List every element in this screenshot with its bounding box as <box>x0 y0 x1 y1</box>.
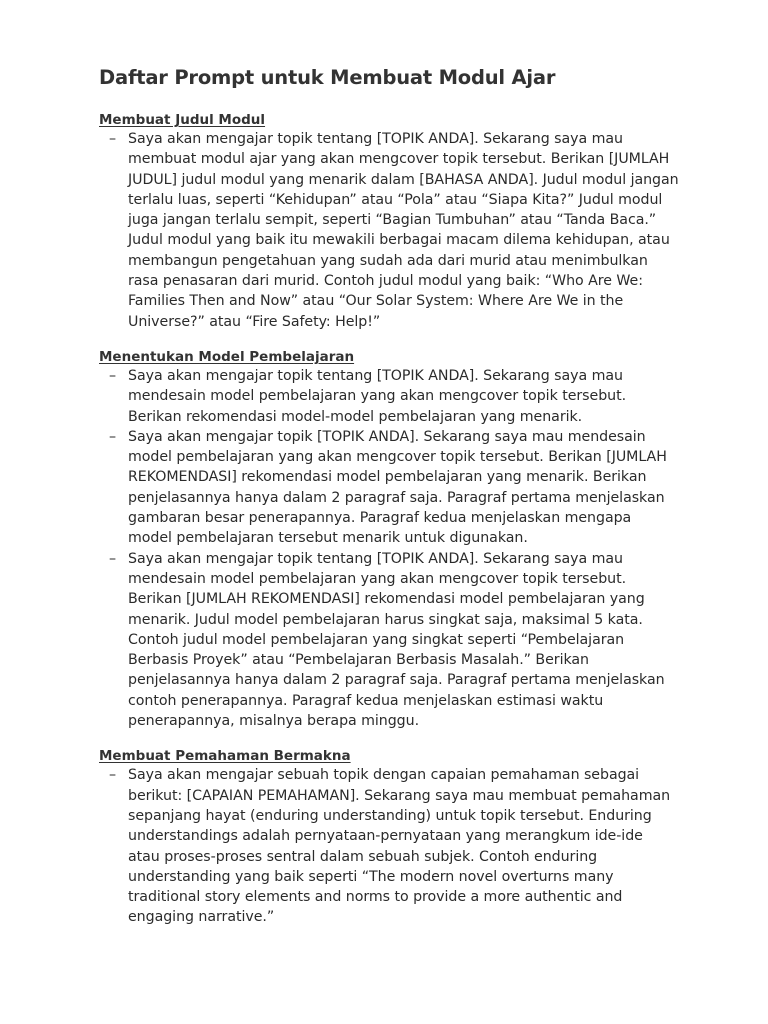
section-model-pembelajaran <box>99 349 679 731</box>
prompt-text: Saya akan mengajar topik [TOPIK ANDA]. Sekarang saya mau mendesain model pembelajaran yang akan mengcover topik tersebut. Berikan [JUMLAH REKOMENDASI] rekomendasi model pembelajaran yang menarik. Berikan penjelasannya hanya dalam 2 paragraf saja. Paragraf pertama menjelaskan gambaran besar penerapannya. Paragraf kedua menjelaskan mengapa model pembelajaran tersebut menarik untuk digunakan. <box>128 428 667 547</box>
prompt-item <box>99 549 679 732</box>
dash-bullet: – <box>109 131 117 147</box>
document-page <box>99 64 679 945</box>
prompt-item <box>99 427 679 549</box>
document-title: Daftar Prompt untuk Membuat Modul Ajar <box>99 66 556 89</box>
prompt-text: Saya akan mengajar topik tentang [TOPIK ANDA]. Sekarang saya mau mendesain model pembelajaran yang akan mengcover topik tersebut. Berikan [JUMLAH REKOMENDASI] rekomendasi model pembelajaran yang menarik. Judul model pembelajaran harus singkat saja, maksimal 5 kata. Contoh judul model pembelajaran yang singkat seperti “Pembelajaran Berbasis Proyek” atau “Pembelajaran Berbasis Masalah.” Berikan penjelasannya hanya dalam 2 paragraf saja. Paragraf pertama menjelaskan contoh penerapannya. Paragraf kedua menjelaskan estimasi waktu penerapannya, misalnya berapa minggu. <box>128 550 665 730</box>
prompt-text: Saya akan mengajar topik tentang [TOPIK ANDA]. Sekarang saya mau membuat modul ajar yang akan mengcover topik tersebut. Berikan [JUMLAH JUDUL] judul modul yang menarik dalam [BAHASA ANDA]. Judul modul jangan terlalu luas, seperti “Kehidupan” atau “Pola” atau “Siapa Kita?” Judul modul juga jangan terlalu sempit, seperti “Bagian Tumbuhan” atau “Tanda Baca.” Judul modul yang baik itu mewakili berbagai macam dilema kehidupan, atau membangun pengetahuan yang sudah ada dari murid atau menimbulkan rasa penasaran dari murid. Contoh judul modul yang baik: “Who Are We: Families Then and Now” atau “Our Solar System: Where Are We in the Universe?” atau “Fire Safety: Help!” <box>128 131 679 330</box>
section-heading: Membuat Judul Modul <box>99 112 266 128</box>
section-pemahaman-bermakna <box>99 748 679 927</box>
section-heading: Menentukan Model Pembelajaran <box>99 348 355 365</box>
prompt-item <box>99 129 679 332</box>
prompt-text: Saya akan mengajar sebuah topik dengan capaian pemahaman sebagai berikut: [CAPAIAN PEMAHAMAN]. Sekarang saya mau membuat pemahaman sepanjang hayat (enduring understanding) untuk topik tersebut. Enduring understandings adalah pernyataan-pernyataan yang merangkum ide-ide atau proses-proses sentral dalam sebuah subjek. Contoh enduring understanding yang baik seperti “The modern novel overturns many traditional story elements and norms to provide a more authentic and engaging narrative.” <box>128 767 671 926</box>
section-heading: Membuat Pemahaman Bermakna <box>99 748 351 765</box>
dash-bullet: – <box>109 767 117 784</box>
prompt-text: Saya akan mengajar topik tentang [TOPIK ANDA]. Sekarang saya mau mendesain model pembelajaran yang akan mengcover topik tersebut. Berikan rekomendasi model-model pembelajaran yang menarik. <box>128 367 627 425</box>
section-judul-modul <box>99 112 679 332</box>
dash-bullet: – <box>109 550 117 567</box>
prompt-list <box>99 765 679 927</box>
prompt-item <box>99 366 679 427</box>
prompt-list <box>99 129 679 332</box>
prompt-item <box>99 765 679 927</box>
dash-bullet: – <box>109 367 117 384</box>
dash-bullet: – <box>109 428 117 445</box>
prompt-list <box>99 366 679 731</box>
